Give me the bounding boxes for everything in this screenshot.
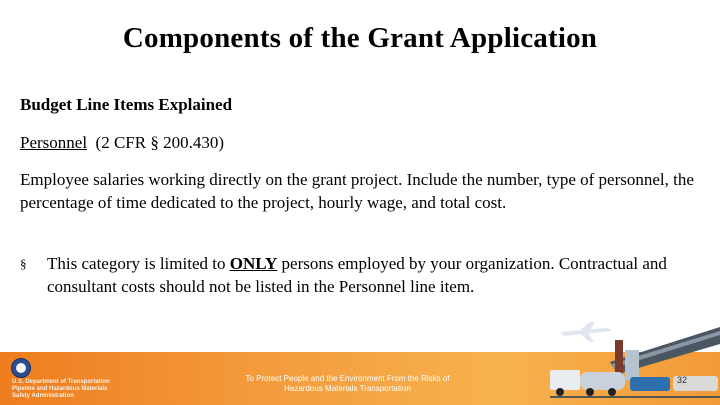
bullet-text-end: persons employed by your organization. Contractual and consultant costs should not be listed in the Personnel line item. bbox=[47, 254, 667, 296]
page-number: 32 bbox=[676, 375, 687, 385]
personnel-reference: (2 CFR § 200.430) bbox=[95, 133, 225, 152]
agency-line-1: U.S. Department of Transportation bbox=[12, 379, 110, 385]
tagline-line-1: To Protect People and the Environment From the Risks of bbox=[245, 374, 450, 383]
tagline-line-2: Hazardous Materials Transportation bbox=[284, 384, 411, 393]
slide-title: Components of the Grant Application bbox=[122, 22, 598, 54]
personnel-heading bbox=[20, 133, 224, 153]
personnel-description: Employee salaries working directly on the grant project. Include the number, type of personnel, the percentage of time dedicated to the project, hourly wage, and total cost. bbox=[20, 170, 694, 212]
mission-tagline bbox=[205, 374, 490, 394]
transportation-montage-icon bbox=[550, 322, 720, 405]
section-subheading: Budget Line Items Explained bbox=[20, 95, 233, 114]
agency-line-3: Safety Administration bbox=[12, 393, 74, 399]
bullet-emphasis: ONLY bbox=[229, 254, 278, 273]
personnel-label: Personnel bbox=[20, 133, 88, 152]
bullet-item bbox=[20, 252, 700, 298]
bullet-text bbox=[47, 252, 700, 298]
agency-line-2: Pipeline and Hazardous Materials bbox=[12, 386, 108, 392]
dot-seal-icon bbox=[11, 358, 31, 378]
bullet-marker: § bbox=[20, 256, 27, 271]
agency-name bbox=[12, 379, 110, 400]
bullet-text-start: This category is limited to bbox=[47, 254, 230, 273]
